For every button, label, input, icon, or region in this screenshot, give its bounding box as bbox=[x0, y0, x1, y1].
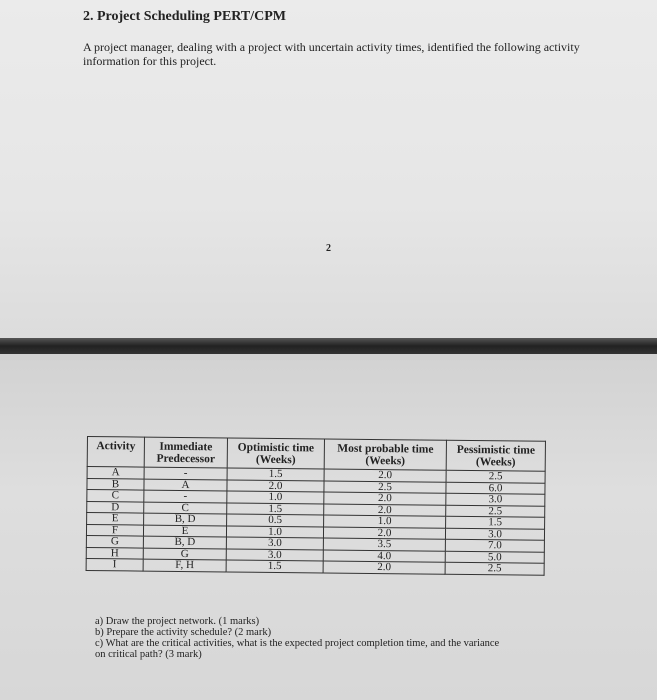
cell-optimistic: 3.0 bbox=[226, 548, 323, 561]
header-optimistic: Optimistic time (Weeks) bbox=[227, 438, 324, 469]
cell-optimistic: 1.0 bbox=[226, 525, 323, 538]
cell-pessimistic: 3.0 bbox=[445, 528, 544, 541]
cell-predecessor: E bbox=[143, 525, 226, 537]
cell-predecessor: A bbox=[144, 479, 227, 491]
cell-most-probable: 2.0 bbox=[323, 526, 445, 539]
cell-pessimistic: 6.0 bbox=[446, 482, 545, 495]
cell-predecessor: F, H bbox=[143, 559, 226, 571]
question-c-line2: on critical path? (3 mark) bbox=[95, 649, 202, 660]
cell-activity: I bbox=[86, 558, 143, 570]
cell-most-probable: 2.0 bbox=[324, 469, 446, 482]
cell-optimistic: 2.0 bbox=[227, 479, 324, 492]
cell-pessimistic: 2.5 bbox=[446, 505, 545, 518]
cell-optimistic: 1.5 bbox=[226, 560, 323, 573]
cell-optimistic: 1.5 bbox=[227, 468, 324, 481]
header-activity: Activity bbox=[87, 437, 144, 468]
cell-activity: C bbox=[87, 490, 144, 502]
page-fold-shadow bbox=[0, 338, 657, 354]
cell-activity: H bbox=[86, 547, 143, 559]
cell-predecessor: B, D bbox=[143, 536, 226, 548]
cell-most-probable: 2.5 bbox=[324, 480, 446, 493]
cell-pessimistic: 2.5 bbox=[446, 470, 545, 483]
cell-pessimistic: 1.5 bbox=[446, 516, 545, 529]
cell-most-probable: 2.0 bbox=[323, 561, 445, 574]
header-pessimistic: Pessimistic time (Weeks) bbox=[446, 440, 545, 471]
cell-optimistic: 0.5 bbox=[227, 514, 324, 527]
header-predecessor: Immediate Predecessor bbox=[144, 437, 227, 468]
activity-table bbox=[86, 436, 546, 575]
cell-pessimistic: 5.0 bbox=[445, 551, 544, 564]
question-c-line1: c) What are the critical activities, what is the expected project completion time, and the variance bbox=[95, 638, 500, 649]
cell-most-probable: 4.0 bbox=[323, 549, 445, 562]
cell-predecessor: - bbox=[144, 490, 227, 502]
cell-activity: B bbox=[87, 478, 144, 490]
cell-optimistic: 1.5 bbox=[227, 502, 324, 515]
cell-predecessor: - bbox=[144, 467, 227, 479]
cell-optimistic: 3.0 bbox=[226, 537, 323, 550]
cell-pessimistic: 2.5 bbox=[445, 562, 544, 575]
cell-activity: E bbox=[87, 513, 144, 525]
questions-block bbox=[95, 616, 615, 660]
cell-optimistic: 1.0 bbox=[227, 491, 324, 504]
cell-pessimistic: 7.0 bbox=[445, 539, 544, 552]
cell-activity: G bbox=[86, 535, 143, 547]
cell-most-probable: 3.5 bbox=[323, 538, 445, 551]
cell-predecessor: C bbox=[144, 502, 227, 514]
cell-most-probable: 1.0 bbox=[324, 515, 446, 528]
cell-most-probable: 2.0 bbox=[324, 492, 446, 505]
page-number: 2 bbox=[326, 243, 331, 254]
header-most-probable: Most probable time (Weeks) bbox=[324, 439, 446, 470]
cell-predecessor: B, D bbox=[144, 513, 227, 525]
question-a: a) Draw the project network. (1 marks) bbox=[95, 616, 260, 627]
question-b: b) Prepare the activity schedule? (2 mark) bbox=[95, 627, 272, 638]
cell-activity: A bbox=[87, 467, 144, 479]
table-header-row bbox=[87, 437, 545, 472]
cell-pessimistic: 3.0 bbox=[446, 493, 545, 506]
intro-paragraph: A project manager, dealing with a project with uncertain activity times, identified the following activity information for this project. bbox=[83, 40, 580, 68]
cell-predecessor: G bbox=[143, 548, 226, 560]
cell-most-probable: 2.0 bbox=[324, 503, 446, 516]
cell-activity: D bbox=[87, 501, 144, 513]
cell-activity: F bbox=[86, 524, 143, 536]
section-heading: 2. Project Scheduling PERT/CPM bbox=[83, 9, 287, 24]
